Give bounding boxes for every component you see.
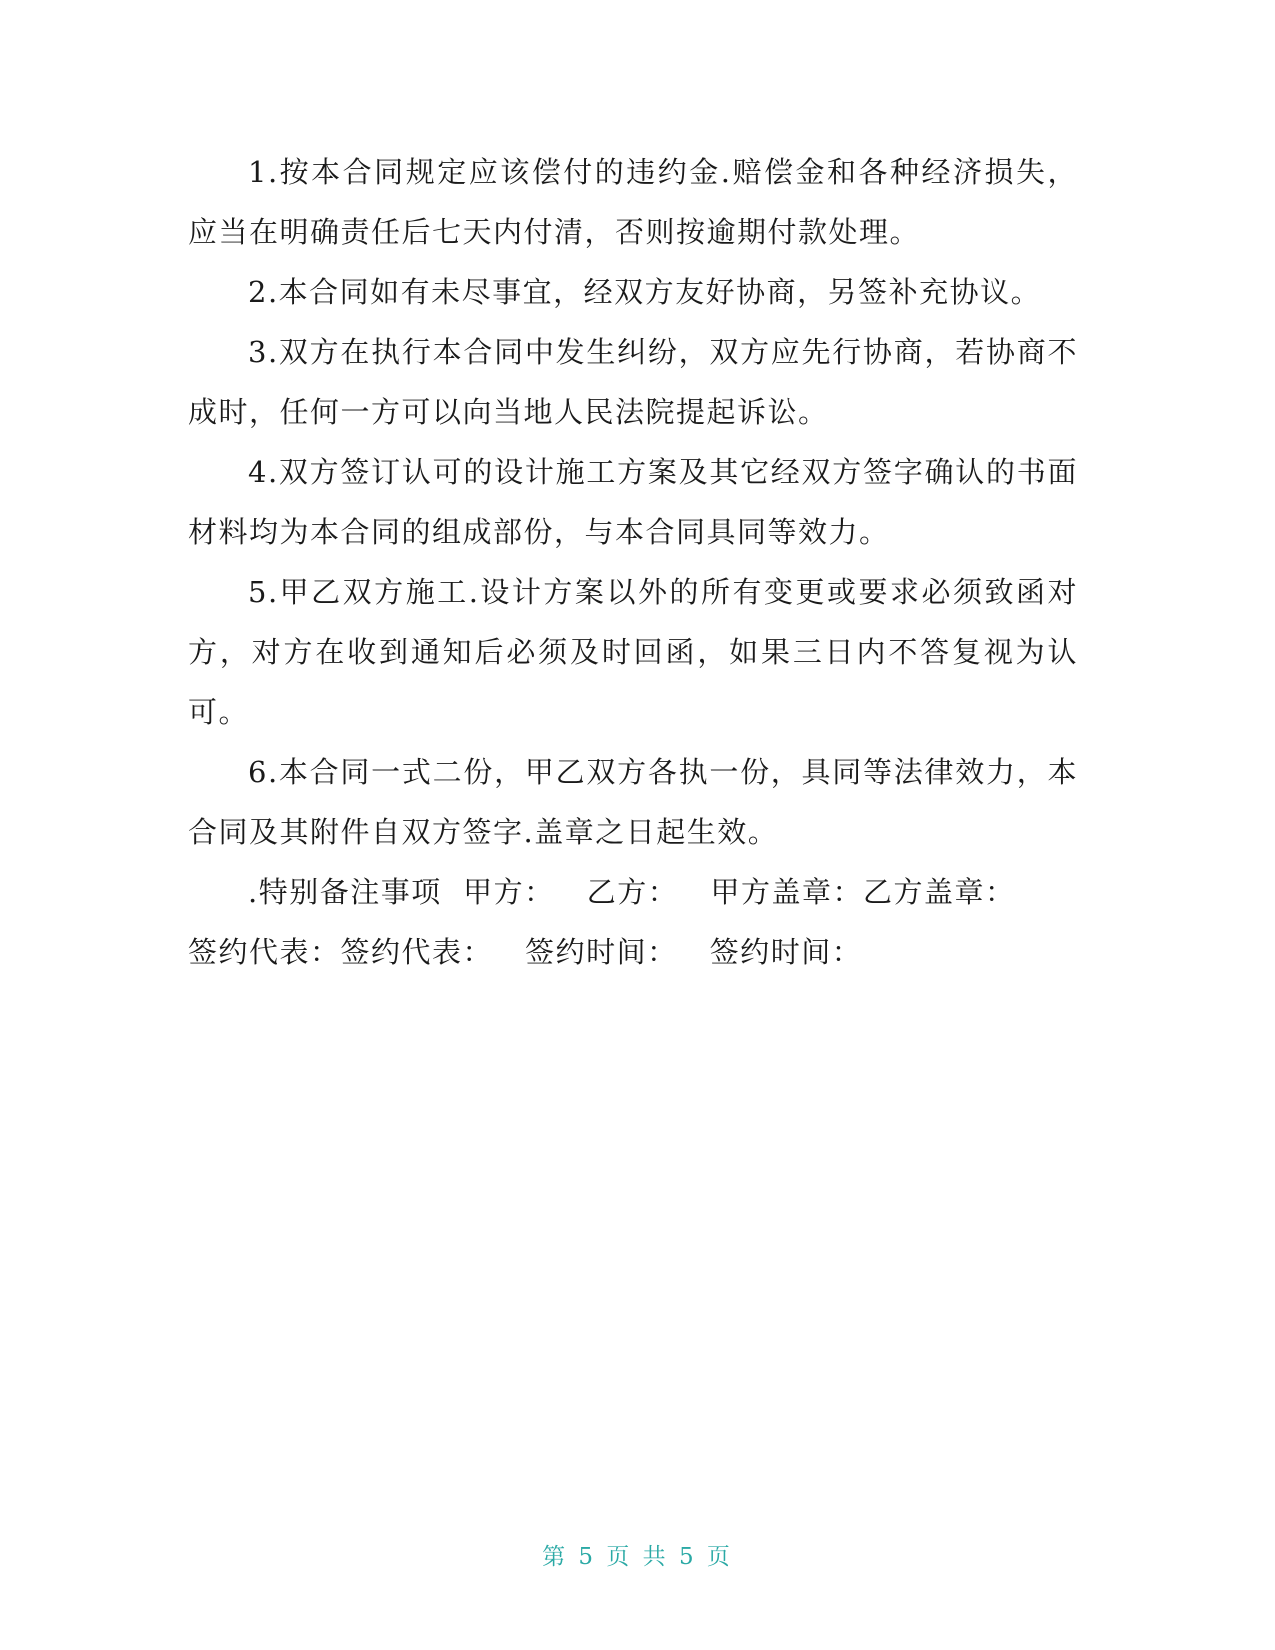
clause-6: 6.本合同一式二份，甲乙双方各执一份，具同等法律效力，本合同及其附件自双方签字.盖章之日起生效。 xyxy=(188,755,1078,849)
clause-5: 5.甲乙双方施工.设计方案以外的所有变更或要求必须致函对方，对方在收到通知后必须及时回函，如果三日内不答复视为认可。 xyxy=(188,575,1078,729)
signature-line-1: .特别备注事项 甲方： 乙方： 甲方盖章：乙方盖章： xyxy=(248,875,1016,909)
page-footer: 第 5 页 共 5 页 xyxy=(542,1544,733,1570)
clause-3: 3.双方在执行本合同中发生纠纷，双方应先行协商，若协商不成时，任何一方可以向当地人民法院提起诉讼。 xyxy=(188,335,1078,429)
clause-4: 4.双方签订认可的设计施工方案及其它经双方签字确认的书面材料均为本合同的组成部份，与本合同具同等效力。 xyxy=(188,455,1078,549)
clause-1: 1.按本合同规定应该偿付的违约金.赔偿金和各种经济损失，应当在明确责任后七天内付清，否则按逾期付款处理。 xyxy=(188,155,1078,249)
signature-line-2: 签约代表：签约代表： 签约时间： 签约时间： xyxy=(188,935,863,969)
document-body xyxy=(188,142,1078,982)
clause-2: 2.本合同如有未尽事宜，经双方友好协商，另签补充协议。 xyxy=(248,275,1042,309)
